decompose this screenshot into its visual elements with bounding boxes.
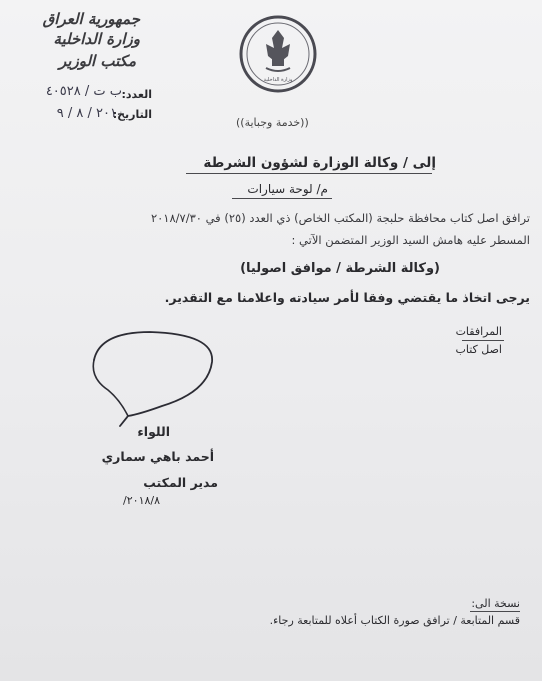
handwritten-signature — [80, 330, 230, 430]
attachments-underline — [462, 340, 504, 341]
body-line-2: المسطر عليه هامش السيد الوزير المتضمن الآتي : — [291, 233, 530, 247]
request-line: يرجى اتخاذ ما يقتضي وفقا لأمر سيادته واعلامنا مع التقدير. — [164, 290, 530, 305]
copy-underline — [470, 611, 520, 612]
letterhead-ministry: وزارة الداخلية — [53, 30, 140, 48]
date-label: التاريخ: — [112, 108, 152, 121]
subject-underline — [232, 198, 332, 199]
copy-line: قسم المتابعة / ترافق صورة الكتاب أعلاه للمتابعة رجاء. — [269, 614, 520, 627]
letterhead-country: جمهورية العراق — [42, 10, 140, 28]
date-value: ٢٠١ / ٨ / ٩ — [56, 106, 117, 121]
number-value: ب ت / ٤٠٥٢٨ — [45, 84, 122, 99]
body-line-1: ترافق اصل كتاب محافظة حلبجة (المكتب الخاص) ذي العدد (٢٥) في ٢٠١٨/٧/٣٠ — [150, 211, 530, 225]
signatory-name: أحمد باهي سماري — [101, 449, 214, 464]
letterhead-office: مكتب الوزير — [59, 52, 136, 70]
signatory-rank: اللواء — [137, 424, 170, 439]
subject-line: م/ لوحة سيارات — [247, 182, 328, 196]
recipient-underline — [186, 173, 432, 174]
attachments-item: اصل كتاب — [455, 343, 502, 356]
seal-text: وزارة الداخلية — [263, 77, 293, 83]
recipient-line: إلى / وكالة الوزارة لشؤون الشرطة — [203, 155, 436, 171]
number-label: العدد: — [121, 88, 152, 101]
signatory-title: مدير المكتب — [143, 475, 218, 490]
attachments-label: المرافقات — [455, 325, 502, 338]
signatory-date: ٢٠١٨/٨/ — [123, 494, 160, 507]
minister-note: (وكالة الشرطة / موافق اصوليا) — [240, 261, 440, 276]
copy-label: نسخة الى: — [471, 597, 520, 610]
service-note: ((خدمة وجباية)) — [236, 116, 309, 129]
ministry-seal-icon — [238, 14, 318, 94]
